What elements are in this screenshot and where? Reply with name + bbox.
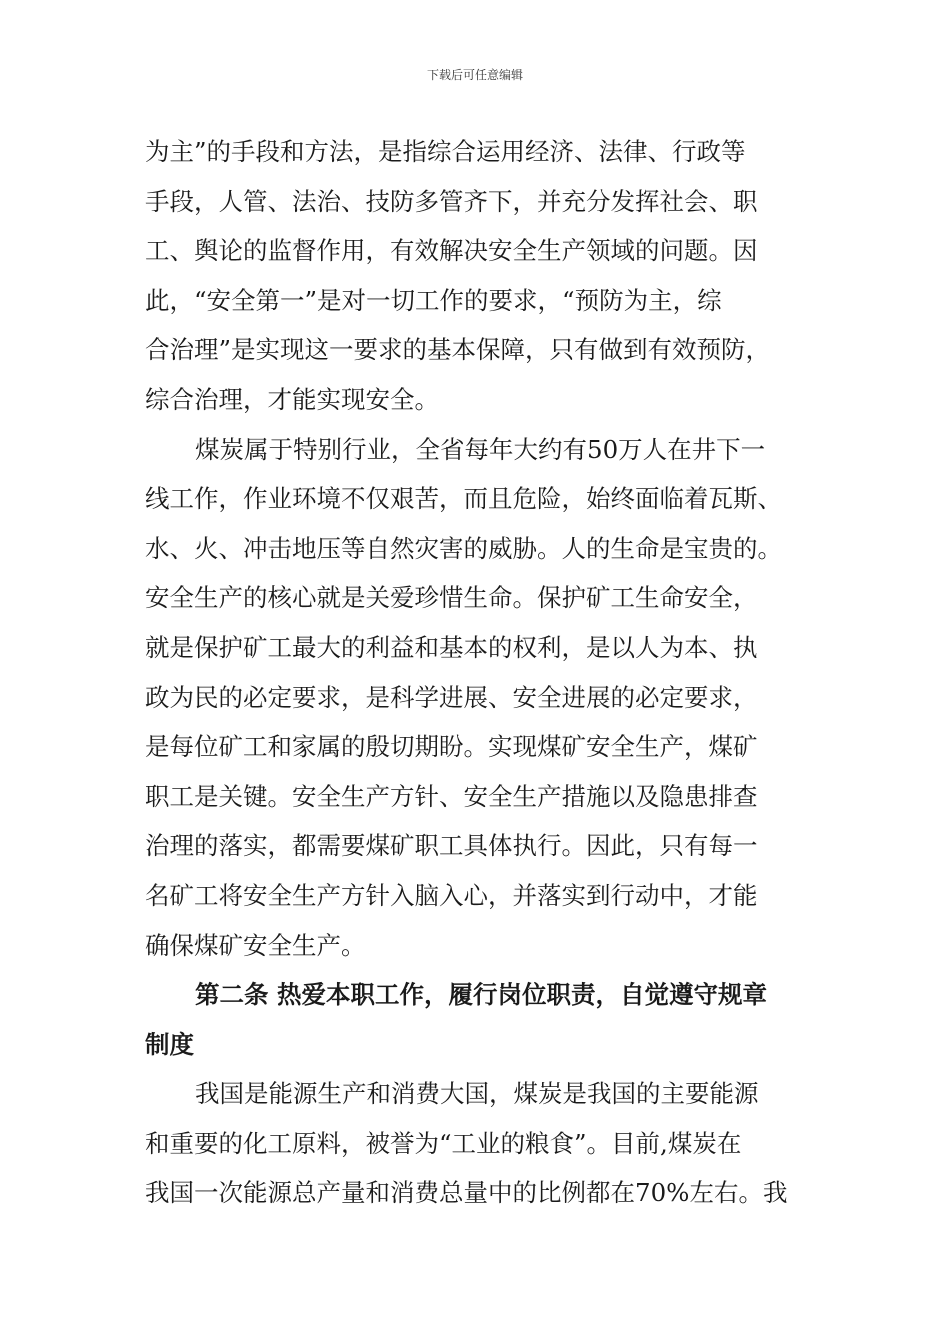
text-line: 线工作，作业环境不仅艰苦，而且危险，始终面临着瓦斯、 <box>145 484 782 514</box>
article-heading: 第二条 热爱本职工作，履行岗位职责，自觉遵守规章 <box>195 980 768 1010</box>
text-line: 手段，人管、法治、技防多管齐下，并充分发挥社会、职 <box>145 186 758 216</box>
text-line: 和重要的化工原料，被誉为“工业的粮食”。目前,煤炭在 <box>145 1128 742 1158</box>
text-line: 水、火、冲击地压等自然灾害的威胁。人的生命是宝贵的。 <box>145 533 782 563</box>
text-line: 确保煤矿安全生产。 <box>145 930 366 960</box>
paragraph-start-line: 煤炭属于特别行业，全省每年大约有50万人在井下一 <box>195 434 766 464</box>
header-note: 下载后可任意编辑 <box>426 68 523 82</box>
article-heading-continued: 制度 <box>145 1029 194 1059</box>
document-body <box>145 127 805 1218</box>
paragraph-start-line: 我国是能源生产和消费大国，煤炭是我国的主要能源 <box>195 1079 759 1109</box>
text-line: 就是保护矿工最大的利益和基本的权利，是以人为本、执 <box>145 632 758 662</box>
text-line: 治理的落实，都需要煤矿职工具体执行。因此，只有每一 <box>145 831 758 861</box>
text-line: 合治理”是实现这一要求的基本保障，只有做到有效预防， <box>145 335 771 365</box>
text-line: 安全生产的核心就是关爱珍惜生命。保护矿工生命安全， <box>145 583 758 613</box>
text-line: 名矿工将安全生产方针入脑入心，并落实到行动中，才能 <box>145 880 758 910</box>
text-line: 此，“安全第一”是对一切工作的要求，“预防为主，综 <box>145 285 722 315</box>
text-line: 政为民的必定要求，是科学进展、安全进展的必定要求， <box>145 682 758 712</box>
text-line: 工、舆论的监督作用，有效解决安全生产领域的问题。因 <box>145 236 758 266</box>
text-line: 是每位矿工和家属的殷切期盼。实现煤矿安全生产，煤矿 <box>145 732 758 762</box>
text-line: 综合治理，才能实现安全。 <box>145 384 439 414</box>
text-line: 我国一次能源总产量和消费总量中的比例都在70%左右。我 <box>145 1178 788 1208</box>
text-line: 为主”的手段和方法，是指综合运用经济、法律、行政等 <box>145 137 746 166</box>
text-line: 职工是关键。安全生产方针、安全生产措施以及隐患排查 <box>145 781 758 811</box>
